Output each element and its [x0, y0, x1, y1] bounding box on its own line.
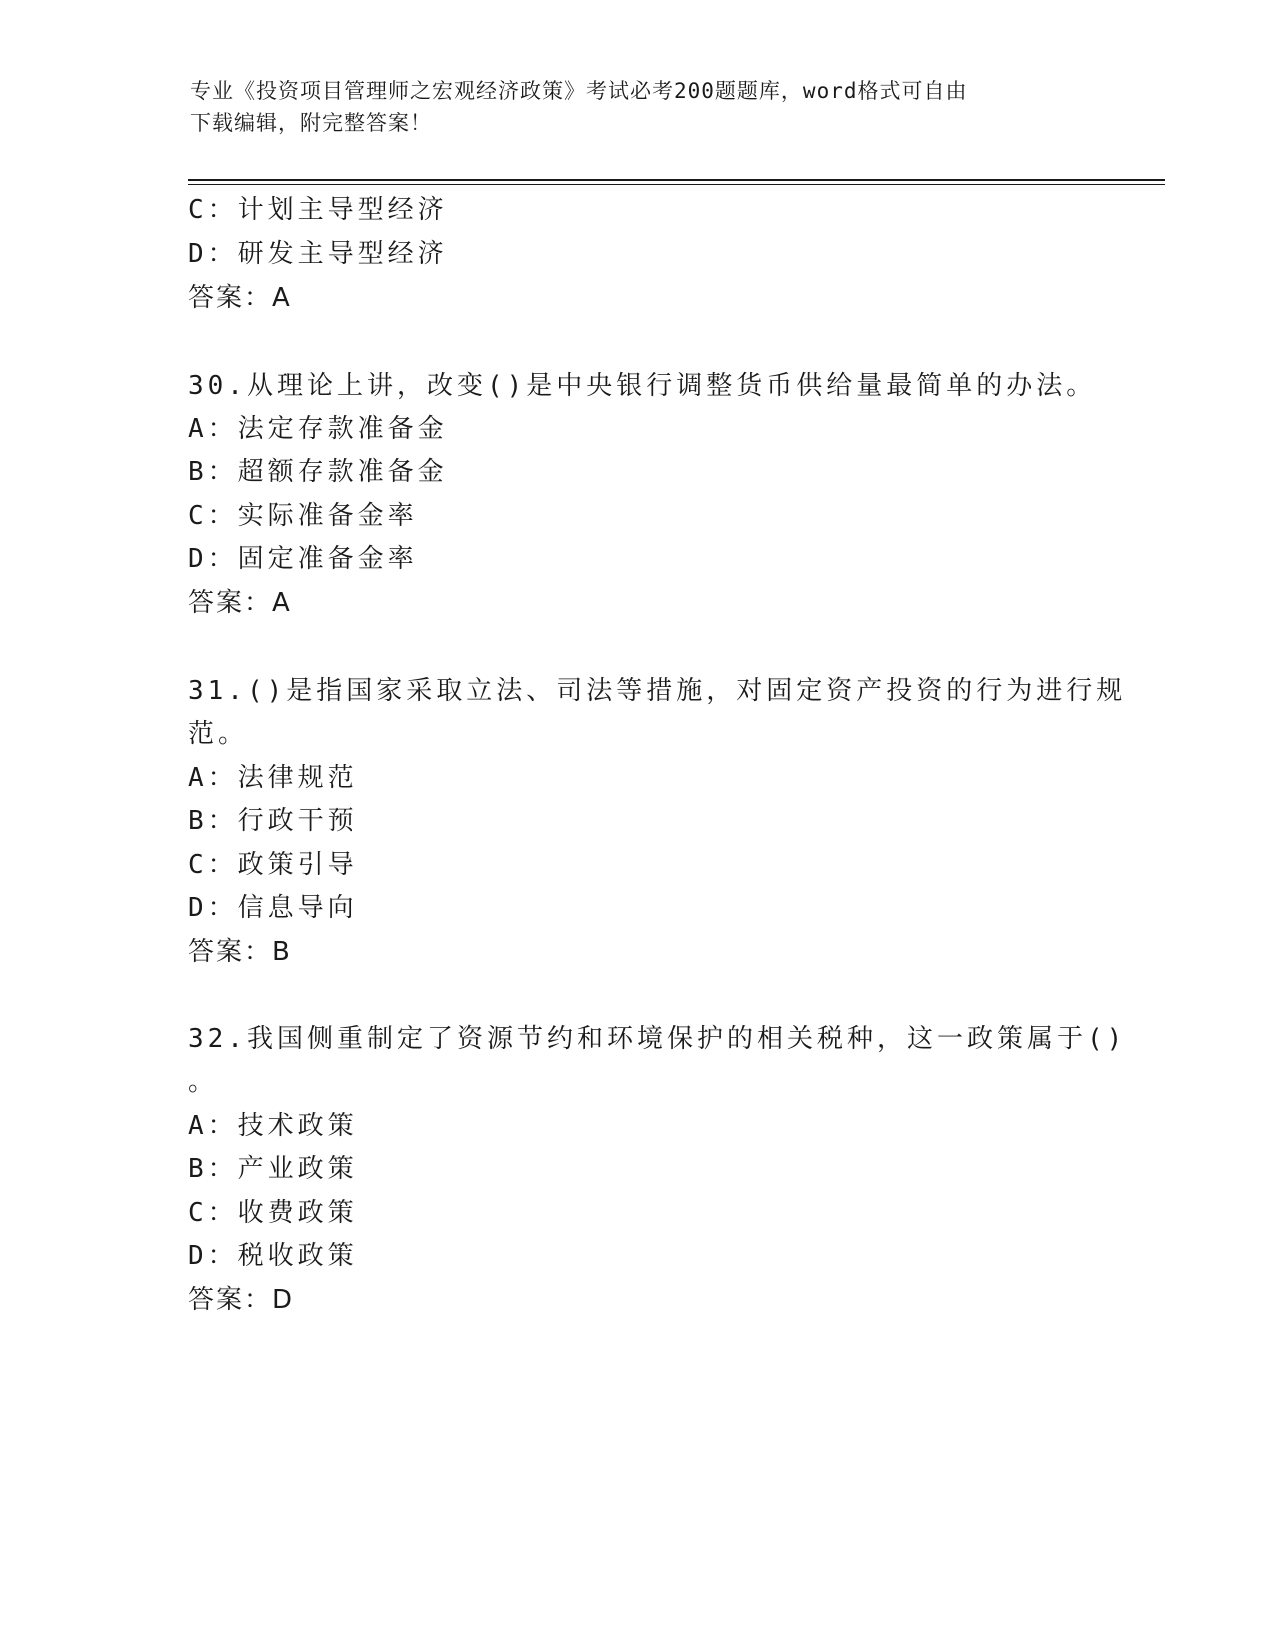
answer: 答案：B — [188, 937, 292, 967]
question-text-continued: 范。 — [188, 719, 249, 749]
question-text: 32.我国侧重制定了资源节约和环境保护的相关税种，这一政策属于() — [188, 1024, 1127, 1054]
answer: 答案：A — [188, 283, 292, 313]
header-line-1: 专业《投资项目管理师之宏观经济政策》考试必考200题题库，word格式可自由 — [190, 79, 968, 103]
option-c: C：计划主导型经济 — [188, 195, 448, 225]
header-line-2: 下载编辑，附完整答案！ — [190, 111, 432, 135]
option-a: A：技术政策 — [188, 1111, 358, 1141]
header-rule-thick — [188, 179, 1165, 181]
option-b: B：产业政策 — [188, 1154, 358, 1184]
option-c: C：实际准备金率 — [188, 501, 418, 531]
option-d: D：信息导向 — [188, 893, 358, 923]
option-d: D：固定准备金率 — [188, 544, 418, 574]
answer: 答案：D — [188, 1285, 295, 1315]
option-c: C：收费政策 — [188, 1198, 358, 1228]
header-rule-thin — [188, 184, 1165, 185]
option-a: A：法律规范 — [188, 763, 358, 793]
document-header — [190, 75, 1090, 139]
question-text-continued: 。 — [188, 1067, 219, 1097]
option-a: A：法定存款准备金 — [188, 414, 448, 444]
option-c: C：政策引导 — [188, 850, 358, 880]
question-text: 30.从理论上讲，改变()是中央银行调整货币供给量最简单的办法。 — [188, 371, 1097, 401]
option-d: D：税收政策 — [188, 1241, 358, 1271]
option-d: D：研发主导型经济 — [188, 239, 448, 269]
option-b: B：超额存款准备金 — [188, 457, 448, 487]
option-b: B：行政干预 — [188, 806, 358, 836]
answer: 答案：A — [188, 588, 292, 618]
question-text: 31.()是指国家采取立法、司法等措施，对固定资产投资的行为进行规 — [188, 676, 1127, 706]
